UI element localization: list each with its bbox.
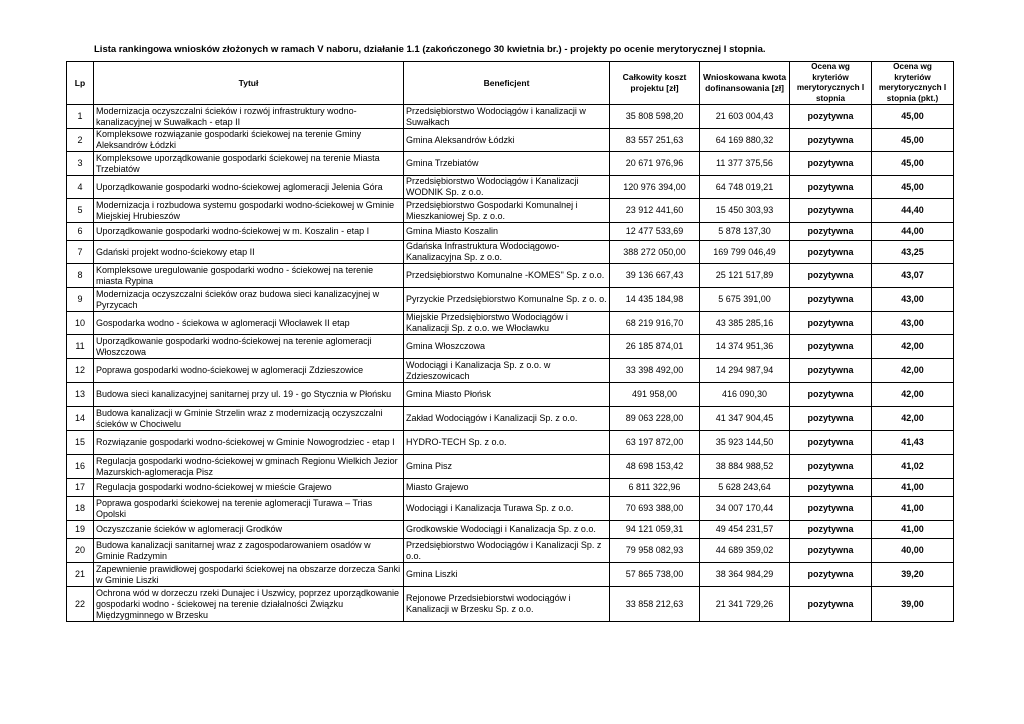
- cell-title: Budowa kanalizacji w Gminie Strzelin wraz z modernizacją oczyszczalni ścieków w Chociwelu: [94, 407, 404, 431]
- cell-points: 42,00: [872, 359, 954, 383]
- cell-beneficiary: Gdańska Infrastruktura Wodociągowo-Kanalizacyjna Sp. z o.o.: [404, 241, 610, 264]
- table-row: [67, 431, 954, 455]
- cell-requested-amount: 41 347 904,45: [700, 407, 790, 431]
- cell-requested-amount: 38 884 988,52: [700, 455, 790, 479]
- cell-requested-amount: 14 374 951,36: [700, 335, 790, 359]
- cell-beneficiary: Miasto Grajewo: [404, 479, 610, 497]
- cell-lp: 4: [67, 176, 94, 199]
- cell-requested-amount: 34 007 170,44: [700, 497, 790, 521]
- table-row: [67, 539, 954, 563]
- cell-points: 43,00: [872, 288, 954, 312]
- header-lp: Lp: [67, 62, 94, 105]
- table-row: [67, 241, 954, 264]
- cell-lp: 5: [67, 199, 94, 223]
- cell-total-cost: 70 693 388,00: [610, 497, 700, 521]
- cell-points: 40,00: [872, 539, 954, 563]
- table-row: [67, 359, 954, 383]
- cell-points: 42,00: [872, 335, 954, 359]
- cell-lp: 10: [67, 312, 94, 335]
- document-title: Lista rankingowa wniosków złożonych w ramach V naboru, działanie 1.1 (zakończonego 30 kwietnia br.) - projekty po ocenie merytorycznej I stopnia.: [94, 44, 766, 55]
- cell-assessment: pozytywna: [790, 431, 872, 455]
- header-beneficiary: Beneficjent: [404, 62, 610, 105]
- cell-requested-amount: 64 169 880,32: [700, 129, 790, 152]
- cell-total-cost: 83 557 251,63: [610, 129, 700, 152]
- cell-assessment: pozytywna: [790, 521, 872, 539]
- cell-total-cost: 33 858 212,63: [610, 587, 700, 622]
- cell-title: Kompleksowe uregulowanie gospodarki wodno - ściekowej na terenie miasta Rypina: [94, 264, 404, 288]
- cell-lp: 15: [67, 431, 94, 455]
- cell-assessment: pozytywna: [790, 539, 872, 563]
- cell-points: 44,00: [872, 223, 954, 241]
- cell-total-cost: 39 136 667,43: [610, 264, 700, 288]
- table-row: [67, 105, 954, 129]
- table-row: [67, 587, 954, 622]
- cell-lp: 2: [67, 129, 94, 152]
- table-row: [67, 497, 954, 521]
- cell-requested-amount: 25 121 517,89: [700, 264, 790, 288]
- cell-points: 41,02: [872, 455, 954, 479]
- table-row: [67, 176, 954, 199]
- cell-total-cost: 6 811 322,96: [610, 479, 700, 497]
- cell-points: 39,20: [872, 563, 954, 587]
- table-row: [67, 199, 954, 223]
- cell-lp: 22: [67, 587, 94, 622]
- cell-title: Regulacja gospodarki wodno-ściekowej w gminach Regionu Wielkich Jezior Mazurskich-aglomeracja Pisz: [94, 455, 404, 479]
- cell-points: 43,07: [872, 264, 954, 288]
- cell-requested-amount: 49 454 231,57: [700, 521, 790, 539]
- cell-title: Poprawa gospodarki wodno-ściekowej w aglomeracji Zdzieszowice: [94, 359, 404, 383]
- table-body: [67, 105, 954, 622]
- table-row: [67, 223, 954, 241]
- cell-title: Kompleksowe rozwiązanie gospodarki ściekowej na terenie Gminy Aleksandrów Łódzki: [94, 129, 404, 152]
- cell-beneficiary: Przedsiębiorstwo Komunalne -KOMES" Sp. z o.o.: [404, 264, 610, 288]
- cell-title: Poprawa gospodarki ściekowej na terenie aglomeracji Turawa – Trias Opolski: [94, 497, 404, 521]
- cell-points: 41,00: [872, 479, 954, 497]
- cell-total-cost: 89 063 228,00: [610, 407, 700, 431]
- cell-assessment: pozytywna: [790, 563, 872, 587]
- cell-title: Modernizacja oczyszczalni ścieków i rozwój infrastruktury wodno-kanalizacyjnej w Suwałkach - etap II: [94, 105, 404, 129]
- cell-assessment: pozytywna: [790, 359, 872, 383]
- header-title: Tytuł: [94, 62, 404, 105]
- cell-requested-amount: 21 603 004,43: [700, 105, 790, 129]
- cell-title: Modernizacja i rozbudowa systemu gospodarki wodno-ściekowej w Gminie Miejskiej Hrubieszów: [94, 199, 404, 223]
- cell-beneficiary: Rejonowe Przedsiebiorstwi wodociągów i Kanalizacji w Brzesku Sp. z o.o.: [404, 587, 610, 622]
- cell-beneficiary: Gmina Pisz: [404, 455, 610, 479]
- cell-title: Ochrona wód w dorzeczu rzeki Dunajec i Uszwicy, poprzez uporządkowanie gospodarki wodno - ściekowej na terenie działalności Związku Międzygminnego w Brzesku: [94, 587, 404, 622]
- cell-beneficiary: HYDRO-TECH Sp. z o.o.: [404, 431, 610, 455]
- cell-beneficiary: Gmina Włoszczowa: [404, 335, 610, 359]
- cell-lp: 11: [67, 335, 94, 359]
- cell-assessment: pozytywna: [790, 105, 872, 129]
- cell-lp: 1: [67, 105, 94, 129]
- cell-total-cost: 120 976 394,00: [610, 176, 700, 199]
- cell-total-cost: 491 958,00: [610, 383, 700, 407]
- cell-total-cost: 63 197 872,00: [610, 431, 700, 455]
- cell-lp: 19: [67, 521, 94, 539]
- cell-points: 45,00: [872, 152, 954, 176]
- cell-assessment: pozytywna: [790, 587, 872, 622]
- cell-beneficiary: Gmina Miasto Płońsk: [404, 383, 610, 407]
- cell-title: Regulacja gospodarki wodno-ściekowej w mieście Grajewo: [94, 479, 404, 497]
- cell-lp: 17: [67, 479, 94, 497]
- cell-beneficiary: Przedsiębiorstwo Wodociągów i Kanalizacji WODNIK Sp. z o.o.: [404, 176, 610, 199]
- cell-title: Budowa sieci kanalizacyjnej sanitarnej przy ul. 19 - go Stycznia w Płońsku: [94, 383, 404, 407]
- cell-requested-amount: 416 090,30: [700, 383, 790, 407]
- cell-lp: 12: [67, 359, 94, 383]
- cell-title: Uporządkowanie gospodarki wodno-ściekowej aglomeracji Jelenia Góra: [94, 176, 404, 199]
- table-row: [67, 407, 954, 431]
- cell-title: Uporządkowanie gospodarki wodno-ściekowej w m. Koszalin - etap I: [94, 223, 404, 241]
- cell-points: 41,00: [872, 521, 954, 539]
- cell-assessment: pozytywna: [790, 335, 872, 359]
- table-row: [67, 312, 954, 335]
- cell-title: Gospodarka wodno - ściekowa w aglomeracji Włocławek II etap: [94, 312, 404, 335]
- table-row: [67, 335, 954, 359]
- cell-points: 42,00: [872, 383, 954, 407]
- cell-beneficiary: Gmina Miasto Koszalin: [404, 223, 610, 241]
- cell-points: 41,43: [872, 431, 954, 455]
- ranking-table: [66, 61, 954, 622]
- table-row: [67, 563, 954, 587]
- cell-requested-amount: 64 748 019,21: [700, 176, 790, 199]
- cell-title: Uporządkowanie gospodarki wodno-ściekowej na terenie aglomeracji Włoszczowa: [94, 335, 404, 359]
- table-row: [67, 479, 954, 497]
- cell-assessment: pozytywna: [790, 152, 872, 176]
- table-row: [67, 383, 954, 407]
- cell-assessment: pozytywna: [790, 288, 872, 312]
- cell-title: Oczyszczanie ścieków w aglomeracji Grodków: [94, 521, 404, 539]
- cell-assessment: pozytywna: [790, 223, 872, 241]
- cell-total-cost: 35 808 598,20: [610, 105, 700, 129]
- cell-total-cost: 57 865 738,00: [610, 563, 700, 587]
- cell-lp: 16: [67, 455, 94, 479]
- cell-lp: 21: [67, 563, 94, 587]
- table-row: [67, 288, 954, 312]
- cell-points: 45,00: [872, 105, 954, 129]
- cell-total-cost: 26 185 874,01: [610, 335, 700, 359]
- cell-total-cost: 12 477 533,69: [610, 223, 700, 241]
- cell-lp: 14: [67, 407, 94, 431]
- cell-beneficiary: Gmina Liszki: [404, 563, 610, 587]
- header-row: [67, 62, 954, 105]
- cell-assessment: pozytywna: [790, 407, 872, 431]
- cell-assessment: pozytywna: [790, 129, 872, 152]
- cell-points: 43,00: [872, 312, 954, 335]
- header-points: Ocena wg kryteriów merytorycznych I stopnia (pkt.): [872, 62, 954, 105]
- cell-total-cost: 388 272 050,00: [610, 241, 700, 264]
- cell-assessment: pozytywna: [790, 479, 872, 497]
- table-row: [67, 264, 954, 288]
- cell-beneficiary: Przedsiębiorstwo Wodociągów i Kanalizacji Sp. z o.o.: [404, 539, 610, 563]
- cell-points: 45,00: [872, 129, 954, 152]
- cell-beneficiary: Pyrzyckie Przedsiębiorstwo Komunalne Sp. z o. o.: [404, 288, 610, 312]
- table-row: [67, 129, 954, 152]
- cell-lp: 7: [67, 241, 94, 264]
- cell-total-cost: 79 958 082,93: [610, 539, 700, 563]
- cell-points: 45,00: [872, 176, 954, 199]
- cell-beneficiary: Przedsiębiorstwo Wodociągów i kanalizacji w Suwałkach: [404, 105, 610, 129]
- cell-requested-amount: 11 377 375,56: [700, 152, 790, 176]
- cell-beneficiary: Gmina Trzebiatów: [404, 152, 610, 176]
- cell-requested-amount: 5 628 243,64: [700, 479, 790, 497]
- header-requested-amount: Wnioskowana kwota dofinansowania [zł]: [700, 62, 790, 105]
- cell-assessment: pozytywna: [790, 241, 872, 264]
- cell-beneficiary: Wodociągi i Kanalizacja Sp. z o.o. w Zdzieszowicach: [404, 359, 610, 383]
- cell-beneficiary: Przedsiębiorstwo Gospodarki Komunalnej i Mieszkaniowej Sp. z o.o.: [404, 199, 610, 223]
- cell-requested-amount: 44 689 359,02: [700, 539, 790, 563]
- cell-lp: 20: [67, 539, 94, 563]
- cell-requested-amount: 5 675 391,00: [700, 288, 790, 312]
- cell-points: 41,00: [872, 497, 954, 521]
- cell-assessment: pozytywna: [790, 383, 872, 407]
- cell-assessment: pozytywna: [790, 455, 872, 479]
- table-row: [67, 152, 954, 176]
- cell-beneficiary: Miejskie Przedsiębiorstwo Wodociągów i Kanalizacji Sp. z o.o. we Włocławku: [404, 312, 610, 335]
- cell-total-cost: 94 121 059,31: [610, 521, 700, 539]
- cell-beneficiary: Wodociągi i Kanalizacja Turawa Sp. z o.o.: [404, 497, 610, 521]
- cell-points: 42,00: [872, 407, 954, 431]
- header-total-cost: Całkowity koszt projektu [zł]: [610, 62, 700, 105]
- cell-requested-amount: 15 450 303,93: [700, 199, 790, 223]
- cell-lp: 9: [67, 288, 94, 312]
- cell-beneficiary: Grodkowskie Wodociągi i Kanalizacja Sp. z o.o.: [404, 521, 610, 539]
- cell-total-cost: 14 435 184,98: [610, 288, 700, 312]
- cell-total-cost: 68 219 916,70: [610, 312, 700, 335]
- cell-total-cost: 33 398 492,00: [610, 359, 700, 383]
- header-assessment: Ocena wg kryteriów merytorycznych I stopnia: [790, 62, 872, 105]
- cell-requested-amount: 169 799 046,49: [700, 241, 790, 264]
- cell-requested-amount: 5 878 137,30: [700, 223, 790, 241]
- cell-points: 39,00: [872, 587, 954, 622]
- cell-requested-amount: 43 385 285,16: [700, 312, 790, 335]
- cell-requested-amount: 21 341 729,26: [700, 587, 790, 622]
- cell-requested-amount: 14 294 987,94: [700, 359, 790, 383]
- cell-points: 43,25: [872, 241, 954, 264]
- cell-lp: 3: [67, 152, 94, 176]
- cell-lp: 18: [67, 497, 94, 521]
- table-row: [67, 521, 954, 539]
- cell-title: Zapewnienie prawidłowej gospodarki ściekowej na obszarze dorzecza Sanki w Gminie Liszki: [94, 563, 404, 587]
- cell-title: Budowa kanalizacji sanitarnej wraz z zagospodarowaniem osadów w Gminie Radzymin: [94, 539, 404, 563]
- cell-assessment: pozytywna: [790, 199, 872, 223]
- cell-total-cost: 20 671 976,96: [610, 152, 700, 176]
- cell-title: Modernizacja oczyszczalni ścieków oraz budowa sieci kanalizacyjnej w Pyrzycach: [94, 288, 404, 312]
- cell-assessment: pozytywna: [790, 312, 872, 335]
- cell-title: Gdański projekt wodno-ściekowy etap II: [94, 241, 404, 264]
- cell-requested-amount: 38 364 984,29: [700, 563, 790, 587]
- table-row: [67, 455, 954, 479]
- cell-lp: 13: [67, 383, 94, 407]
- cell-lp: 6: [67, 223, 94, 241]
- cell-lp: 8: [67, 264, 94, 288]
- cell-total-cost: 48 698 153,42: [610, 455, 700, 479]
- cell-assessment: pozytywna: [790, 264, 872, 288]
- cell-requested-amount: 35 923 144,50: [700, 431, 790, 455]
- cell-points: 44,40: [872, 199, 954, 223]
- cell-beneficiary: Zakład Wodociągów i Kanalizacji Sp. z o.o.: [404, 407, 610, 431]
- cell-assessment: pozytywna: [790, 176, 872, 199]
- cell-total-cost: 23 912 441,60: [610, 199, 700, 223]
- cell-assessment: pozytywna: [790, 497, 872, 521]
- cell-title: Kompleksowe uporządkowanie gospodarki ściekowej na terenie Miasta Trzebiatów: [94, 152, 404, 176]
- cell-beneficiary: Gmina Aleksandrów Łódzki: [404, 129, 610, 152]
- cell-title: Rozwiązanie gospodarki wodno-ściekowej w Gminie Nowogrodziec - etap I: [94, 431, 404, 455]
